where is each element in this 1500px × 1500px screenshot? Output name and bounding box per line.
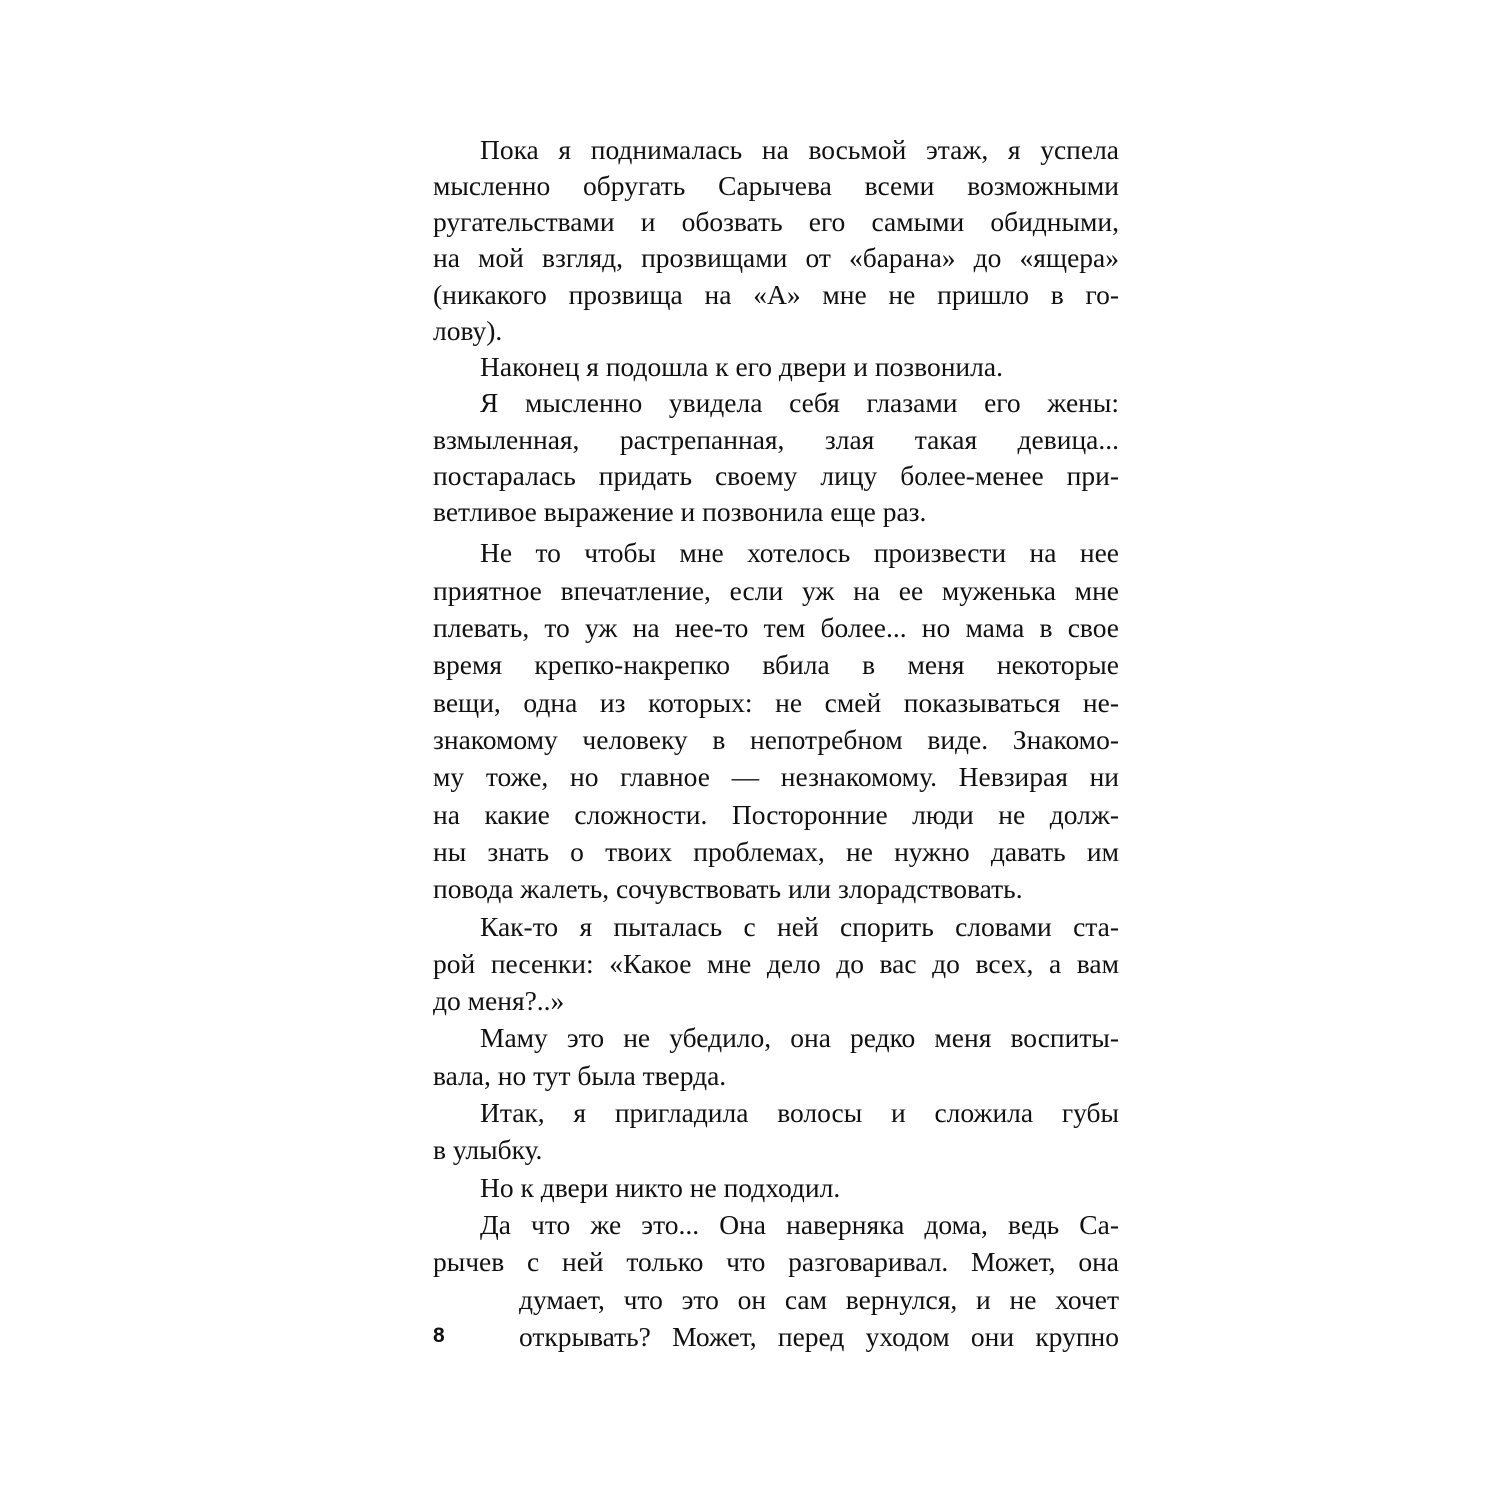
text-line: (никакого прозвища на «А» мне не пришло в го-: [433, 279, 1119, 310]
book-page-text: [433, 131, 1119, 1371]
text-line: Не то чтобы мне хотелось произвести на нее: [480, 537, 1119, 568]
text-line: на какие сложности. Посторонние люди не долж-: [433, 799, 1119, 830]
text-line: открывать? Может, перед уходом они крупно: [519, 1321, 1119, 1352]
text-line: знакомому человеку в непотребном виде. Знакомо-: [433, 724, 1119, 755]
text-line: Наконец я подошла к его двери и позвонила.: [480, 351, 1003, 382]
text-line: лову).: [433, 315, 503, 346]
text-line: в улыбку.: [433, 1134, 543, 1165]
text-line: рой песенки: «Какое мне дело до вас до всех, а вам: [433, 948, 1119, 979]
text-line: ругательствами и обозвать его самыми обидными,: [433, 206, 1119, 237]
text-line: на мой взгляд, прозвищами от «барана» до «ящера»: [433, 242, 1119, 273]
text-line: Я мысленно увидела себя глазами его жены:: [480, 387, 1119, 418]
text-line: постаралась придать своему лицу более-менее при-: [433, 460, 1119, 491]
text-line: до меня?..»: [433, 985, 565, 1016]
text-line: Итак, я пригладила волосы и сложила губы: [480, 1097, 1119, 1128]
text-line: Маму это не убедило, она редко меня воспиты-: [480, 1022, 1119, 1053]
text-line: ны знать о твоих проблемах, не нужно давать им: [433, 836, 1119, 867]
text-line: взмыленная, растрепанная, злая такая девица...: [433, 424, 1119, 455]
page-number: 8: [433, 1324, 445, 1347]
text-line: рычев с ней только что разговаривал. Может, она: [433, 1246, 1119, 1277]
text-line: думает, что это он сам вернулся, и не хочет: [519, 1284, 1119, 1315]
text-line: вала, но тут была тверда.: [433, 1060, 727, 1091]
text-line: плевать, то уж на нее-то тем более... но мама в свое: [433, 612, 1119, 643]
text-line: приятное впечатление, если уж на ее муженька мне: [433, 575, 1119, 606]
text-line: Но к двери никто не подходил.: [480, 1172, 841, 1203]
text-line: ветливое выражение и позвонила еще раз.: [433, 496, 927, 527]
text-line: Да что же это... Она наверняка дома, ведь Са-: [480, 1209, 1119, 1240]
text-line: мысленно обругать Сарычева всеми возможными: [433, 170, 1119, 201]
text-line: Пока я поднималась на восьмой этаж, я успела: [480, 134, 1119, 165]
text-line: время крепко-накрепко вбила в меня некоторые: [433, 649, 1119, 680]
text-line: Как-то я пыталась с ней спорить словами ста-: [480, 911, 1119, 942]
text-line: повода жалеть, сочувствовать или злорадствовать.: [433, 873, 1023, 904]
text-line: вещи, одна из которых: не смей показываться не-: [433, 687, 1119, 718]
text-line: му тоже, но главное — незнакомому. Невзирая ни: [433, 761, 1119, 792]
